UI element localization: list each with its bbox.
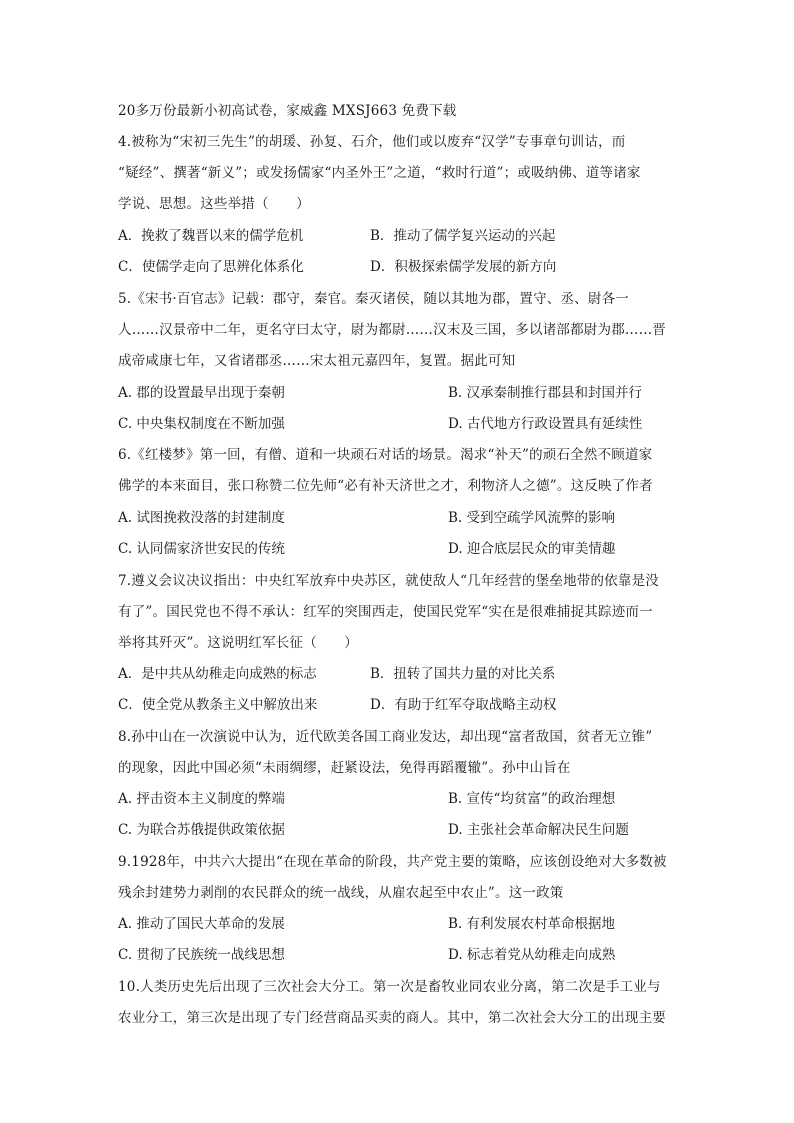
question-7-option-b: B．扭转了国共力量的对比关系 xyxy=(370,666,556,682)
question-7-line-2: 有了”。国民党也不得不承认：红军的突围西走，使国民党军“实在是很难捕捉其踪迹而一 xyxy=(118,604,653,620)
question-10-line-1: 10.人类历史先后出现了三次社会大分工。第一次是畜牧业同农业分离，第二次是手工业与 xyxy=(118,979,661,995)
question-7-option-d: D．有助于红军夺取战略主动权 xyxy=(370,697,557,713)
question-10-line-2: 农业分工，第三次是出现了专门经营商品买卖的商人。其中，第二次社会大分工的出现主要 xyxy=(118,1010,666,1026)
question-7-option-c: C．使全党从教条主义中解放出来 xyxy=(118,697,318,713)
question-7-line-3: 举将其歼灭”。这说明红军长征（ ） xyxy=(118,635,359,651)
question-4-option-d: D．积极探索儒学发展的新方向 xyxy=(370,259,557,275)
question-5-line-1: 5.《宋书·百官志》记载：郡守，秦官。秦灭诸侯，随以其地为郡，置守、丞、尉各一 xyxy=(118,291,629,307)
question-5-option-b: B. 汉承秦制推行郡县和封国并行 xyxy=(448,385,643,401)
question-5-line-2: 人……汉景帝中二年，更名守曰太守，尉为都尉……汉末及三国，多以诸部都尉为郡……晋 xyxy=(118,322,666,338)
question-7-option-a: A．是中共从幼稚走向成熟的标志 xyxy=(118,666,317,682)
page-header-note: 20多万份最新小初高试卷，家威鑫 MXSJ663 免费下载 xyxy=(118,103,457,119)
question-8-option-a: A. 抨击资本主义制度的弊端 xyxy=(118,791,285,807)
question-9-option-d: D. 标志着党从幼稚走向成熟 xyxy=(448,947,616,963)
question-9-line-2: 残余封建势力剥削的农民群众的统一战线，从雇农起至中农止”。这一政策 xyxy=(118,885,564,901)
question-6-option-b: B. 受到空疏学风流弊的影响 xyxy=(448,510,616,526)
question-7-line-1: 7.遵义会议决议指出：中央红军放弃中央苏区，就使敌人“几年经营的堡垒地带的依靠是没 xyxy=(118,573,659,589)
question-8-option-c: C. 为联合苏俄提供政策依据 xyxy=(118,822,285,838)
question-9-line-1: 9.1928年，中共六大提出“在现在革命的阶段，共产党主要的策略，应该创设绝对大多数被 xyxy=(118,854,667,870)
question-8-option-d: D. 主张社会革命解决民生问题 xyxy=(448,822,629,838)
question-5-option-d: D. 古代地方行政设置具有延续性 xyxy=(448,416,643,432)
question-6-line-2: 佛学的本来面目，张口称赞二位先师“必有补天济世之才，利物济人之德”。这反映了作者 xyxy=(118,478,653,494)
question-4-line-2: “疑经”、撰著“新义”；或发扬儒家“内圣外王”之道，“救时行道”；或吸纳佛、道等诸家 xyxy=(118,165,641,181)
question-8-line-2: 的现象，因此中国必须“未雨绸缪，赶紧设法，免得再蹈覆辙”。孙中山旨在 xyxy=(118,760,571,776)
question-5-option-c: C. 中央集权制度在不断加强 xyxy=(118,416,285,432)
question-9-option-b: B. 有利发展农村革命根据地 xyxy=(448,916,616,932)
question-5-line-3: 成帝咸康七年，又省诸郡丞……宋太祖元嘉四年，复置。据此可知 xyxy=(118,353,516,369)
question-4-option-c: C．使儒学走向了思辨化体系化 xyxy=(118,259,304,275)
question-4-option-b: B．推动了儒学复兴运动的兴起 xyxy=(370,228,556,244)
question-4-line-3: 学说、思想。这些举措（ ） xyxy=(118,196,310,212)
question-6-option-c: C. 认同儒家济世安民的传统 xyxy=(118,541,285,557)
question-9-option-c: C. 贯彻了民族统一战线思想 xyxy=(118,947,285,963)
question-5-option-a: A. 郡的设置最早出现于秦朝 xyxy=(118,385,285,401)
question-6-option-a: A. 试图挽救没落的封建制度 xyxy=(118,510,285,526)
question-8-line-1: 8.孙中山在一次演说中认为，近代欧美各国工商业发达，却出现“富者敌国，贫者无立锥” xyxy=(118,729,653,745)
question-4-line-1: 4.被称为“宋初三先生”的胡瑗、孙复、石介，他们或以废弃“汉学”专事章句训诂，而 xyxy=(118,134,626,150)
question-9-option-a: A. 推动了国民大革命的发展 xyxy=(118,916,285,932)
question-4-option-a: A．挽救了魏晋以来的儒学危机 xyxy=(118,228,304,244)
question-6-line-1: 6.《红楼梦》第一回，有僧、道和一块顽石对话的场景。渴求“补天”的顽石全然不顾道家 xyxy=(118,447,653,463)
question-8-option-b: B. 宣传“均贫富”的政治理想 xyxy=(448,791,616,807)
question-6-option-d: D. 迎合底层民众的审美情趣 xyxy=(448,541,616,557)
